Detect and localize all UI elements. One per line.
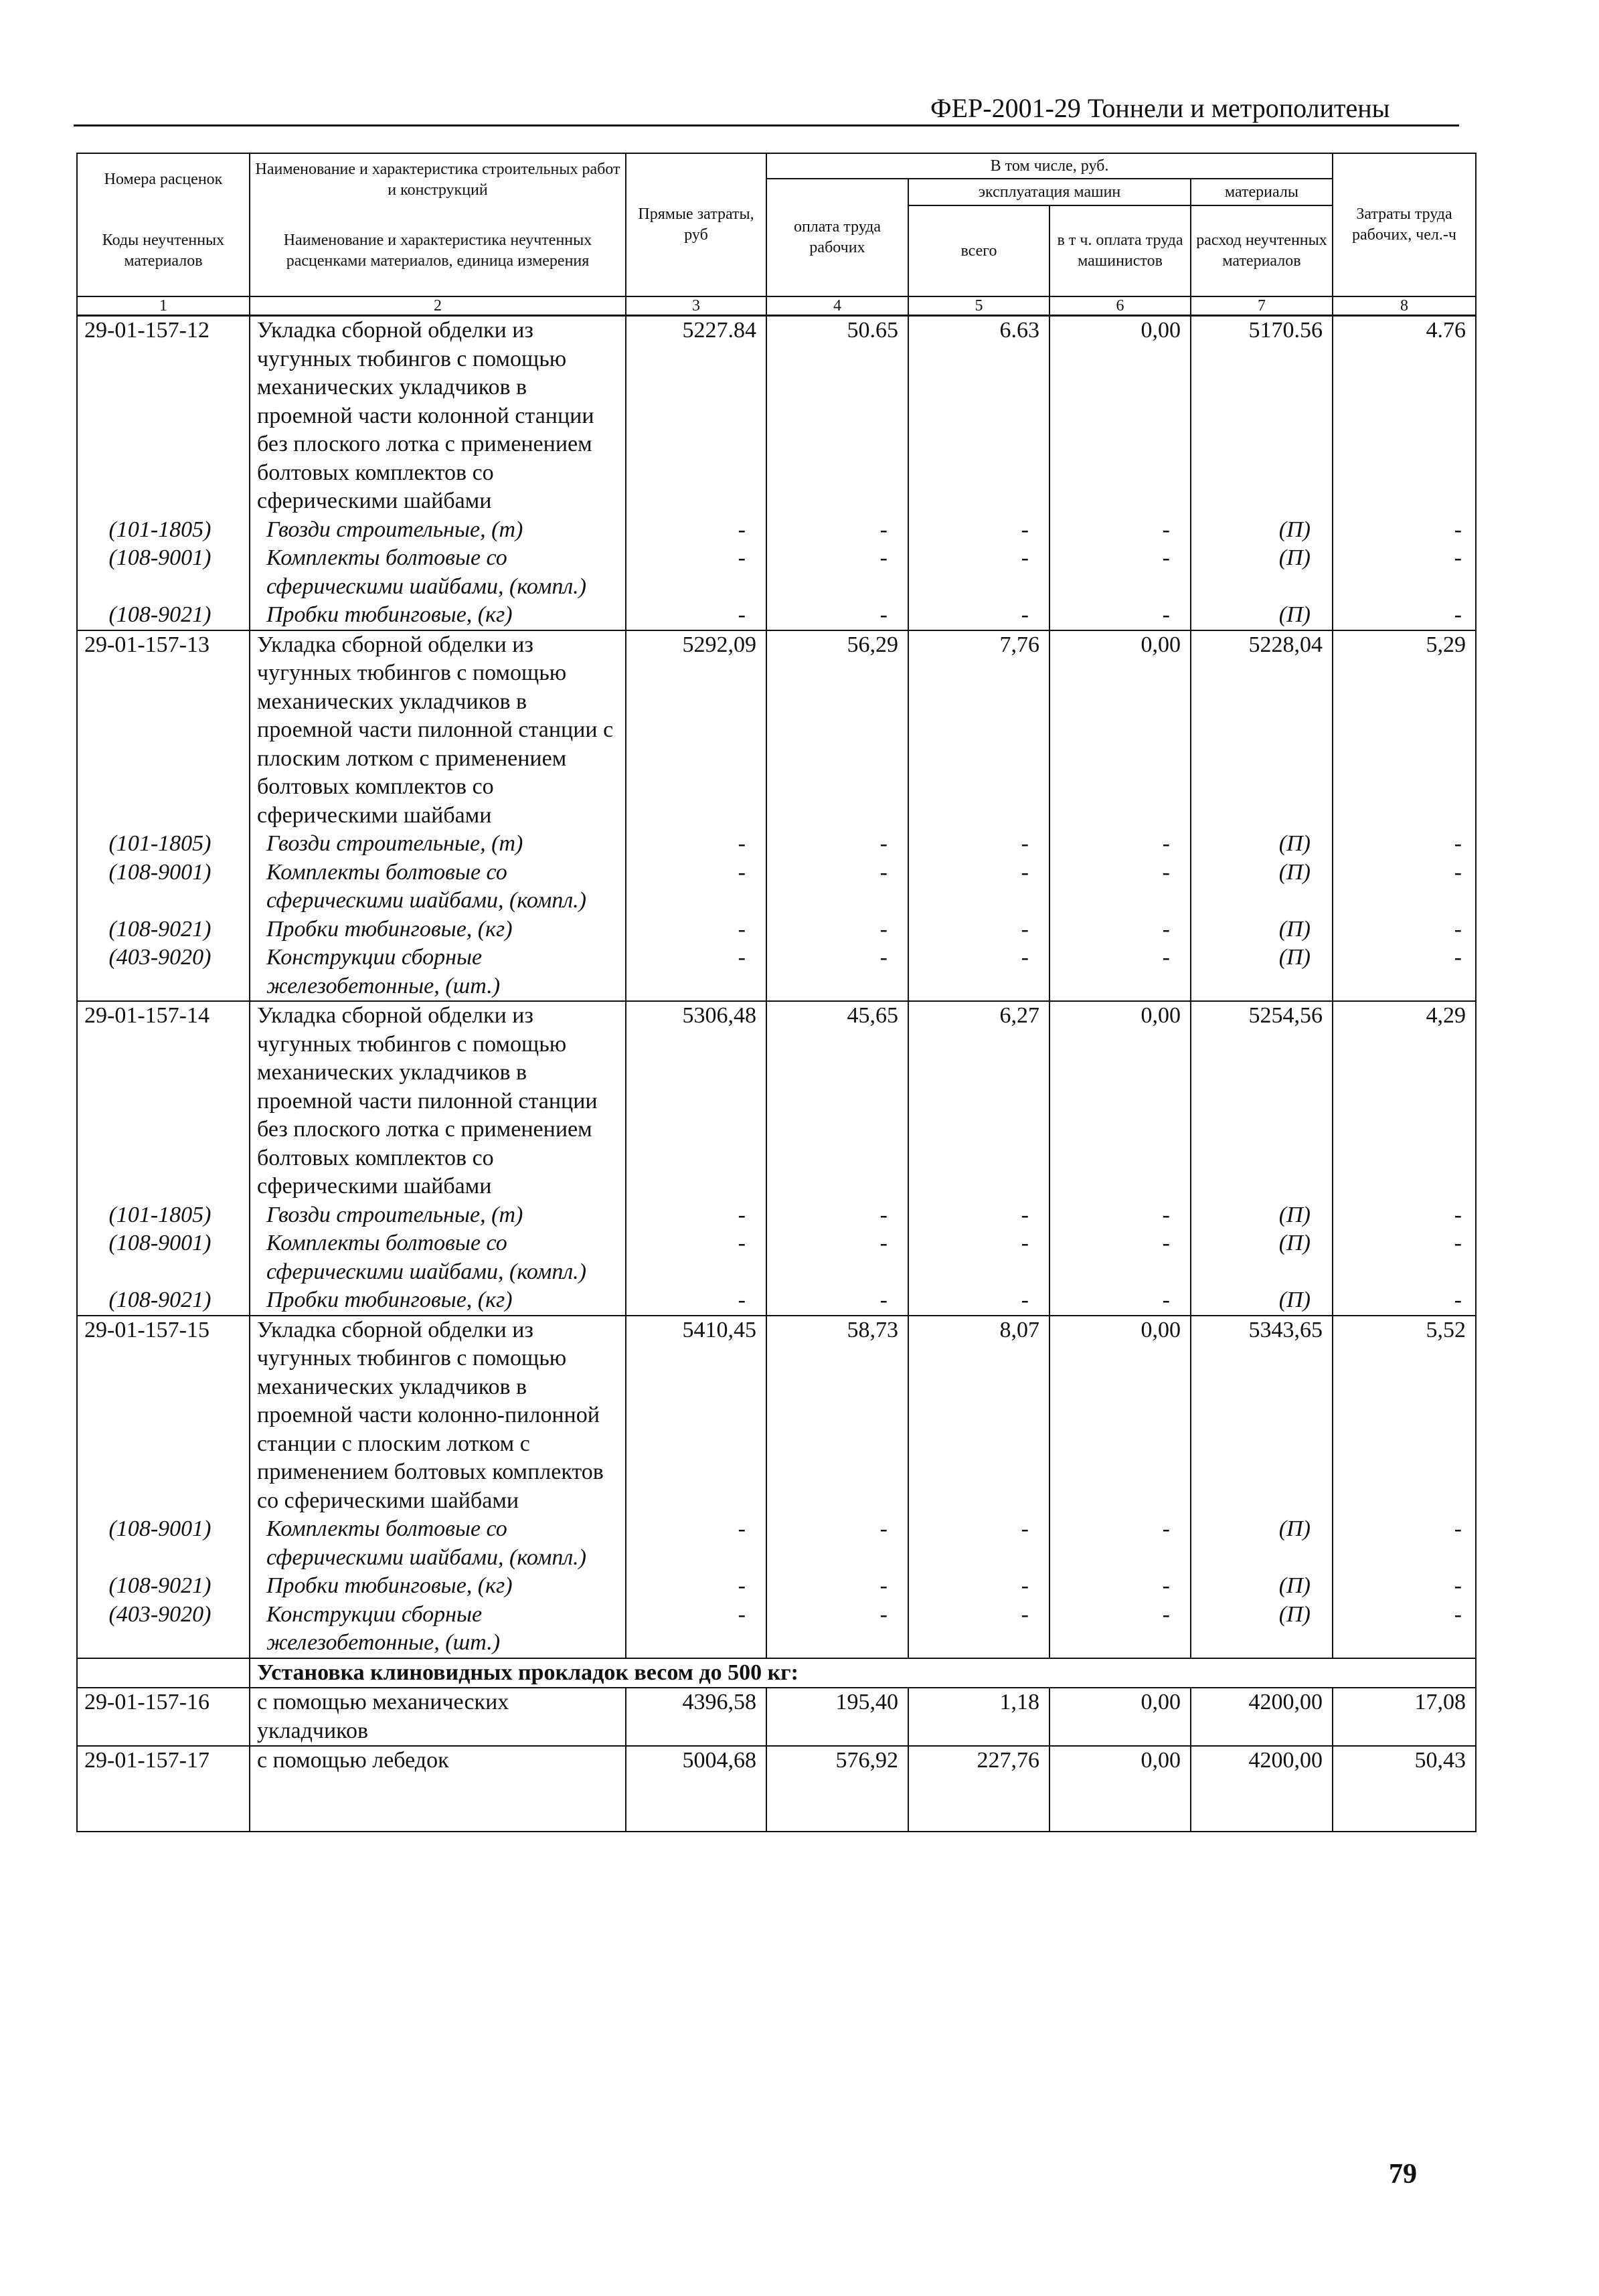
rate-code: 29-01-157-15 — [77, 1316, 250, 1516]
material-col5: - — [908, 1229, 1049, 1286]
material-col6: - — [1049, 516, 1191, 545]
material-col3: - — [626, 1201, 766, 1230]
machines-total: 1,18 — [908, 1688, 1049, 1746]
rate-code: 29-01-157-17 — [77, 1746, 250, 1775]
empty-cell — [766, 1775, 908, 1832]
material-col4: - — [766, 544, 908, 601]
empty-cell — [908, 1775, 1049, 1832]
material-col6: - — [1049, 859, 1191, 915]
material-col8: - — [1333, 1286, 1476, 1316]
material-name: Конструкции сборные железобетонные, (шт.) — [250, 1601, 626, 1658]
material-row — [77, 516, 1476, 545]
material-code: (108-9001) — [77, 1229, 250, 1286]
materials-cost: 4200,00 — [1191, 1746, 1333, 1775]
table-bottom-spacer — [77, 1775, 1476, 1832]
direct-costs: 5227.84 — [626, 316, 766, 516]
machines-total: 8,07 — [908, 1316, 1049, 1516]
material-col4: - — [766, 944, 908, 1001]
labor-hours: 17,08 — [1333, 1688, 1476, 1746]
material-col6: - — [1049, 1286, 1191, 1316]
header-numbers-row — [77, 296, 1476, 316]
rate-name: с помощью лебедок — [250, 1746, 626, 1775]
header-number: 5 — [908, 296, 1049, 316]
operators-wages: 0,00 — [1049, 1316, 1191, 1516]
material-col4: - — [766, 859, 908, 915]
material-col5: - — [908, 516, 1049, 545]
header-col1-top: Номера расценок — [77, 153, 250, 205]
material-col7: (П) — [1191, 1515, 1333, 1572]
material-col7: (П) — [1191, 516, 1333, 545]
material-col3: - — [626, 944, 766, 1001]
material-col3: - — [626, 1286, 766, 1316]
material-col4: - — [766, 601, 908, 630]
labor-hours: 4,29 — [1333, 1001, 1476, 1201]
section-title: Установка клиновидных прокладок весом до 500 кг: — [250, 1658, 1476, 1688]
material-code: (108-9021) — [77, 1286, 250, 1316]
material-name: Комплекты болтовые со сферическими шайбами, (компл.) — [250, 1515, 626, 1572]
material-col5: - — [908, 1201, 1049, 1230]
labor-wages: 50.65 — [766, 316, 908, 516]
header-group: В том числе, руб. — [766, 153, 1333, 179]
material-col6: - — [1049, 1515, 1191, 1572]
machines-total: 6,27 — [908, 1001, 1049, 1201]
material-row — [77, 544, 1476, 601]
material-col6: - — [1049, 1601, 1191, 1658]
table-header — [77, 153, 1476, 316]
material-col7: (П) — [1191, 1572, 1333, 1601]
material-col6: - — [1049, 1229, 1191, 1286]
empty-cell — [626, 1775, 766, 1832]
operators-wages: 0,00 — [1049, 1746, 1191, 1775]
rate-name: Укладка сборной обделки из чугунных тюбингов с помощью механических укладчиков в проемной части колонной станции без плоского лотка с применением болтовых комплектов со сферическими шайбами — [250, 316, 626, 516]
material-code: (108-9001) — [77, 544, 250, 601]
rate-row — [77, 1001, 1476, 1201]
section-title-row — [77, 1658, 1476, 1688]
material-col5: - — [908, 859, 1049, 915]
material-name: Комплекты болтовые со сферическими шайбами, (компл.) — [250, 544, 626, 601]
rate-code: 29-01-157-14 — [77, 1001, 250, 1201]
material-code: (108-9001) — [77, 1515, 250, 1572]
material-col4: - — [766, 1601, 908, 1658]
material-col7: (П) — [1191, 830, 1333, 859]
header-col3: Прямые затраты, руб — [626, 153, 766, 296]
header-col2-top: Наименование и характеристика строительных работ и конструкций — [250, 153, 626, 205]
materials-cost: 5254,56 — [1191, 1001, 1333, 1201]
material-row — [77, 859, 1476, 915]
direct-costs: 5306,48 — [626, 1001, 766, 1201]
material-col8: - — [1333, 830, 1476, 859]
material-col8: - — [1333, 1229, 1476, 1286]
material-col8: - — [1333, 1515, 1476, 1572]
material-code: (108-9021) — [77, 915, 250, 944]
material-col6: - — [1049, 944, 1191, 1001]
table-body — [77, 316, 1476, 1832]
material-col3: - — [626, 1515, 766, 1572]
labor-hours: 50,43 — [1333, 1746, 1476, 1775]
rate-row — [77, 316, 1476, 516]
material-code: (101-1805) — [77, 1201, 250, 1230]
material-col5: - — [908, 1601, 1049, 1658]
page-header-title: ФЕР-2001-29 Тоннели и метрополитены — [930, 93, 1390, 123]
material-col3: - — [626, 1601, 766, 1658]
material-col3: - — [626, 1572, 766, 1601]
material-col8: - — [1333, 1601, 1476, 1658]
material-row — [77, 944, 1476, 1001]
rate-name: Укладка сборной обделки из чугунных тюбингов с помощью механических укладчиков в проемной части пилонной станции без плоского лотка с применением болтовых комплектов со сферическими шайбами — [250, 1001, 626, 1201]
material-col3: - — [626, 601, 766, 630]
material-row — [77, 1601, 1476, 1658]
material-name: Пробки тюбинговые, (кг) — [250, 1286, 626, 1316]
material-col4: - — [766, 1515, 908, 1572]
material-name: Пробки тюбинговые, (кг) — [250, 915, 626, 944]
header-col4: оплата труда рабочих — [766, 179, 908, 296]
material-row — [77, 601, 1476, 630]
header-col8: Затраты труда рабочих, чел.-ч — [1333, 153, 1476, 296]
page-number: 79 — [1389, 2159, 1417, 2190]
material-col6: - — [1049, 915, 1191, 944]
operators-wages: 0,00 — [1049, 630, 1191, 830]
material-col8: - — [1333, 915, 1476, 944]
material-col6: - — [1049, 601, 1191, 630]
material-col5: - — [908, 1515, 1049, 1572]
material-col3: - — [626, 516, 766, 545]
material-name: Пробки тюбинговые, (кг) — [250, 601, 626, 630]
material-col5: - — [908, 915, 1049, 944]
material-code: (101-1805) — [77, 516, 250, 545]
material-col6: - — [1049, 1201, 1191, 1230]
material-code: (403-9020) — [77, 944, 250, 1001]
material-col5: - — [908, 830, 1049, 859]
material-col6: - — [1049, 1572, 1191, 1601]
material-row — [77, 1515, 1476, 1572]
material-col4: - — [766, 1229, 908, 1286]
labor-hours: 5,52 — [1333, 1316, 1476, 1516]
material-row — [77, 1286, 1476, 1316]
header-number: 1 — [77, 296, 250, 316]
direct-costs: 5004,68 — [626, 1746, 766, 1775]
material-name: Гвозди строительные, (т) — [250, 516, 626, 545]
rates-table — [76, 153, 1477, 1832]
operators-wages: 0,00 — [1049, 316, 1191, 516]
materials-cost: 5228,04 — [1191, 630, 1333, 830]
material-col3: - — [626, 544, 766, 601]
material-col8: - — [1333, 944, 1476, 1001]
rate-row — [77, 630, 1476, 830]
material-code: (108-9001) — [77, 859, 250, 915]
labor-wages: 195,40 — [766, 1688, 908, 1746]
machines-total: 7,76 — [908, 630, 1049, 830]
header-number: 7 — [1191, 296, 1333, 316]
section-spacer — [77, 1658, 250, 1688]
material-col8: - — [1333, 544, 1476, 601]
material-col3: - — [626, 830, 766, 859]
material-name: Гвозди строительные, (т) — [250, 830, 626, 859]
header-number: 3 — [626, 296, 766, 316]
header-col5: всего — [908, 205, 1049, 296]
material-col8: - — [1333, 1201, 1476, 1230]
materials-cost: 5170.56 — [1191, 316, 1333, 516]
material-col4: - — [766, 1572, 908, 1601]
header-number: 6 — [1049, 296, 1191, 316]
material-row — [77, 915, 1476, 944]
labor-hours: 5,29 — [1333, 630, 1476, 830]
header-machines: эксплуатация машин — [908, 179, 1191, 205]
material-code: (101-1805) — [77, 830, 250, 859]
machines-total: 227,76 — [908, 1746, 1049, 1775]
material-col3: - — [626, 859, 766, 915]
empty-cell — [77, 1775, 250, 1832]
material-col7: (П) — [1191, 859, 1333, 915]
rate-code: 29-01-157-13 — [77, 630, 250, 830]
operators-wages: 0,00 — [1049, 1001, 1191, 1201]
header-rule — [74, 124, 1459, 126]
rate-code: 29-01-157-16 — [77, 1688, 250, 1746]
material-col6: - — [1049, 830, 1191, 859]
empty-cell — [1049, 1775, 1191, 1832]
material-col7: (П) — [1191, 944, 1333, 1001]
material-col5: - — [908, 544, 1049, 601]
direct-costs: 5292,09 — [626, 630, 766, 830]
material-col4: - — [766, 915, 908, 944]
machines-total: 6.63 — [908, 316, 1049, 516]
empty-cell — [250, 1775, 626, 1832]
material-code: (108-9021) — [77, 1572, 250, 1601]
rates-table-wrapper — [76, 153, 1477, 1832]
material-col8: - — [1333, 1572, 1476, 1601]
operators-wages: 0,00 — [1049, 1688, 1191, 1746]
empty-cell — [1333, 1775, 1476, 1832]
material-col7: (П) — [1191, 601, 1333, 630]
empty-cell — [1191, 1775, 1333, 1832]
material-col5: - — [908, 944, 1049, 1001]
material-col8: - — [1333, 859, 1476, 915]
header-col7: расход неучтенных материалов — [1191, 205, 1333, 296]
material-name: Гвозди строительные, (т) — [250, 1201, 626, 1230]
header-col2-bottom: Наименование и характеристика неучтенных расценками материалов, единица измерения — [250, 205, 626, 296]
material-col7: (П) — [1191, 1229, 1333, 1286]
header-number: 8 — [1333, 296, 1476, 316]
material-col8: - — [1333, 601, 1476, 630]
material-col6: - — [1049, 544, 1191, 601]
material-col7: (П) — [1191, 915, 1333, 944]
header-col1-bottom: Коды неучтенных материалов — [77, 205, 250, 296]
material-col7: (П) — [1191, 1201, 1333, 1230]
header-number: 4 — [766, 296, 908, 316]
material-name: Конструкции сборные железобетонные, (шт.) — [250, 944, 626, 1001]
material-code: (403-9020) — [77, 1601, 250, 1658]
header-materials: материалы — [1191, 179, 1333, 205]
material-col5: - — [908, 1572, 1049, 1601]
header-col6: в т ч. оплата труда машинистов — [1049, 205, 1191, 296]
rate-name: Укладка сборной обделки из чугунных тюбингов с помощью механических укладчиков в проемной части пилонной станции с плоским лотком с применением болтовых комплектов со сферическими шайбами — [250, 630, 626, 830]
labor-wages: 56,29 — [766, 630, 908, 830]
material-col4: - — [766, 1201, 908, 1230]
header-number: 2 — [250, 296, 626, 316]
material-col7: (П) — [1191, 544, 1333, 601]
material-col4: - — [766, 516, 908, 545]
labor-wages: 45,65 — [766, 1001, 908, 1201]
rate-row — [77, 1746, 1476, 1775]
material-row — [77, 1572, 1476, 1601]
material-col5: - — [908, 1286, 1049, 1316]
material-col3: - — [626, 915, 766, 944]
material-name: Комплекты болтовые со сферическими шайбами, (компл.) — [250, 859, 626, 915]
material-col7: (П) — [1191, 1601, 1333, 1658]
rate-row — [77, 1688, 1476, 1746]
material-name: Пробки тюбинговые, (кг) — [250, 1572, 626, 1601]
rate-code: 29-01-157-12 — [77, 316, 250, 516]
material-col8: - — [1333, 516, 1476, 545]
labor-hours: 4.76 — [1333, 316, 1476, 516]
direct-costs: 5410,45 — [626, 1316, 766, 1516]
rate-name: Укладка сборной обделки из чугунных тюбингов с помощью механических укладчиков в проемной части колонно-пилонной станции с плоским лотком с применением болтовых комплектов со сферическими шайбами — [250, 1316, 626, 1516]
material-col4: - — [766, 830, 908, 859]
material-name: Комплекты болтовые со сферическими шайбами, (компл.) — [250, 1229, 626, 1286]
materials-cost: 4200,00 — [1191, 1688, 1333, 1746]
material-row — [77, 1201, 1476, 1230]
material-row — [77, 1229, 1476, 1286]
material-col5: - — [908, 601, 1049, 630]
material-col7: (П) — [1191, 1286, 1333, 1316]
labor-wages: 58,73 — [766, 1316, 908, 1516]
material-row — [77, 830, 1476, 859]
rate-row — [77, 1316, 1476, 1516]
material-col3: - — [626, 1229, 766, 1286]
material-code: (108-9021) — [77, 601, 250, 630]
rate-name: с помощью механических укладчиков — [250, 1688, 626, 1746]
materials-cost: 5343,65 — [1191, 1316, 1333, 1516]
direct-costs: 4396,58 — [626, 1688, 766, 1746]
material-col4: - — [766, 1286, 908, 1316]
labor-wages: 576,92 — [766, 1746, 908, 1775]
